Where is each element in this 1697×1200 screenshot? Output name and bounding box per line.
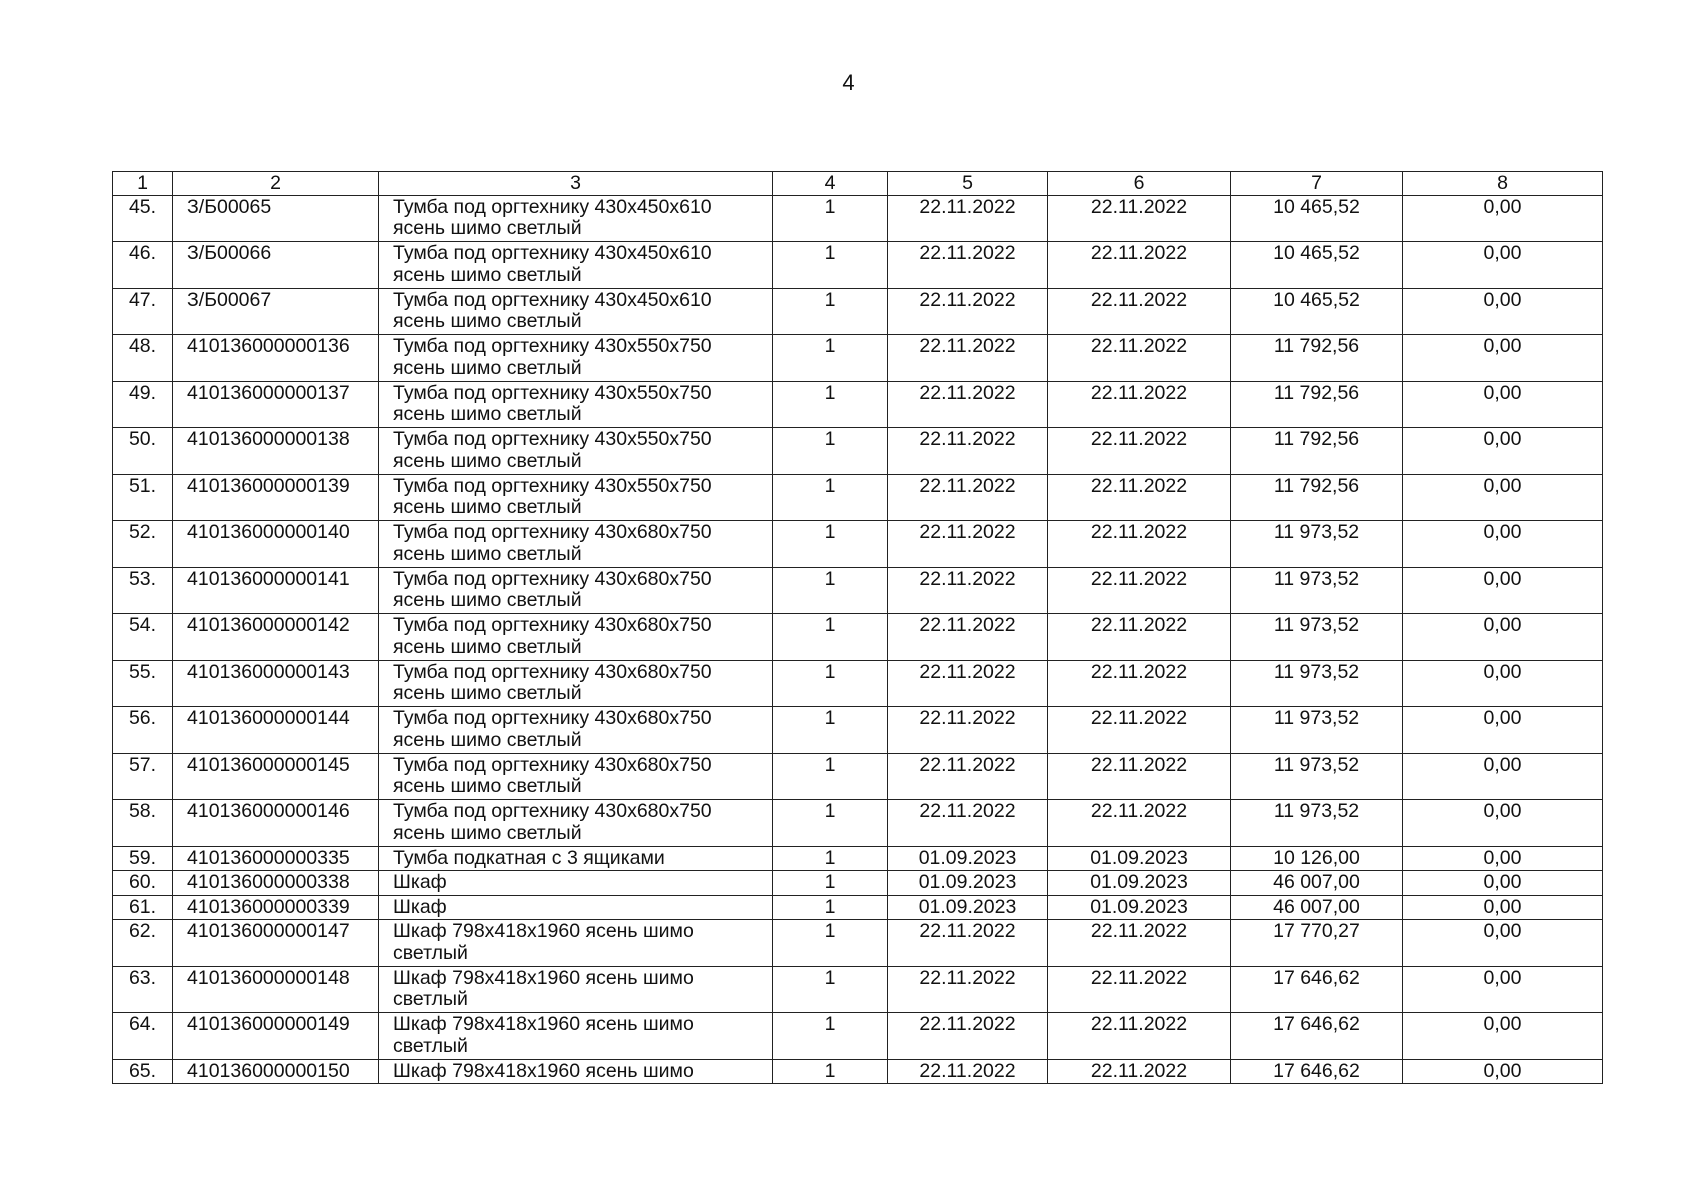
row-number-cell: 49.: [113, 381, 173, 428]
residual-value-cell: 0,00: [1403, 614, 1603, 661]
row-number-cell: 58.: [113, 800, 173, 847]
item-name-cell: Тумба под оргтехнику 430х450х610 ясень шимо светлый: [379, 288, 773, 335]
date-cell: 22.11.2022: [1048, 707, 1231, 754]
cost-cell: 10 126,00: [1231, 846, 1403, 871]
date-cell: 22.11.2022: [888, 288, 1048, 335]
item-name-cell: Шкаф 798х418х1960 ясень шимо светлый: [379, 966, 773, 1013]
date-cell: 22.11.2022: [888, 920, 1048, 967]
quantity-cell: 1: [773, 871, 888, 896]
date-cell: 22.11.2022: [888, 966, 1048, 1013]
inventory-code-cell: 410136000000137: [173, 381, 379, 428]
cost-cell: 46 007,00: [1231, 871, 1403, 896]
residual-value-cell: 0,00: [1403, 753, 1603, 800]
item-name-cell: Тумба под оргтехнику 430х680х750 ясень шимо светлый: [379, 660, 773, 707]
inventory-code-cell: 410136000000141: [173, 567, 379, 614]
quantity-cell: 1: [773, 288, 888, 335]
item-name-cell: Тумба под оргтехнику 430х680х750 ясень шимо светлый: [379, 614, 773, 661]
date-cell: 22.11.2022: [1048, 242, 1231, 289]
date-cell: 22.11.2022: [888, 242, 1048, 289]
table-row: [113, 660, 1603, 707]
table-row: [113, 753, 1603, 800]
residual-value-cell: 0,00: [1403, 428, 1603, 475]
item-name-cell: Тумба под оргтехнику 430х680х750 ясень шимо светлый: [379, 707, 773, 754]
date-cell: 22.11.2022: [888, 195, 1048, 242]
inventory-code-cell: 410136000000142: [173, 614, 379, 661]
cost-cell: 11 973,52: [1231, 660, 1403, 707]
inventory-code-cell: 410136000000146: [173, 800, 379, 847]
cost-cell: 11 792,56: [1231, 381, 1403, 428]
date-cell: 22.11.2022: [1048, 381, 1231, 428]
quantity-cell: 1: [773, 521, 888, 568]
item-name-cell: Тумба под оргтехнику 430х550х750 ясень шимо светлый: [379, 474, 773, 521]
date-cell: 22.11.2022: [888, 614, 1048, 661]
date-cell: 22.11.2022: [1048, 567, 1231, 614]
table-row: [113, 1013, 1603, 1060]
cost-cell: 17 770,27: [1231, 920, 1403, 967]
date-cell: 01.09.2023: [888, 895, 1048, 920]
date-cell: 22.11.2022: [1048, 800, 1231, 847]
quantity-cell: 1: [773, 335, 888, 382]
item-name-cell: Тумба подкатная с 3 ящиками: [379, 846, 773, 871]
item-name-cell: Шкаф: [379, 871, 773, 896]
table-row: [113, 521, 1603, 568]
row-number-cell: 62.: [113, 920, 173, 967]
column-header: 1: [113, 172, 173, 196]
residual-value-cell: 0,00: [1403, 521, 1603, 568]
quantity-cell: 1: [773, 381, 888, 428]
cost-cell: 11 792,56: [1231, 335, 1403, 382]
column-header: 6: [1048, 172, 1231, 196]
table-body: [113, 195, 1603, 1084]
date-cell: 01.09.2023: [1048, 846, 1231, 871]
table-row: [113, 195, 1603, 242]
date-cell: 22.11.2022: [888, 381, 1048, 428]
date-cell: 22.11.2022: [1048, 335, 1231, 382]
residual-value-cell: 0,00: [1403, 895, 1603, 920]
row-number-cell: 55.: [113, 660, 173, 707]
quantity-cell: 1: [773, 242, 888, 289]
date-cell: 22.11.2022: [1048, 966, 1231, 1013]
row-number-cell: 56.: [113, 707, 173, 754]
row-number-cell: 54.: [113, 614, 173, 661]
item-name-cell: Тумба под оргтехнику 430х550х750 ясень шимо светлый: [379, 428, 773, 475]
date-cell: 22.11.2022: [888, 474, 1048, 521]
row-number-cell: 52.: [113, 521, 173, 568]
table-row: [113, 1059, 1603, 1084]
cost-cell: 10 465,52: [1231, 195, 1403, 242]
date-cell: 22.11.2022: [888, 335, 1048, 382]
residual-value-cell: 0,00: [1403, 567, 1603, 614]
date-cell: 22.11.2022: [888, 753, 1048, 800]
table-header-row: [113, 172, 1603, 196]
residual-value-cell: 0,00: [1403, 660, 1603, 707]
table-row: [113, 966, 1603, 1013]
row-number-cell: 60.: [113, 871, 173, 896]
quantity-cell: 1: [773, 1013, 888, 1060]
cost-cell: 46 007,00: [1231, 895, 1403, 920]
inventory-code-cell: З/Б00065: [173, 195, 379, 242]
item-name-cell: Шкаф 798х418х1960 ясень шимо светлый: [379, 1013, 773, 1060]
row-number-cell: 48.: [113, 335, 173, 382]
row-number-cell: 59.: [113, 846, 173, 871]
inventory-code-cell: 410136000000140: [173, 521, 379, 568]
table-row: [113, 474, 1603, 521]
date-cell: 22.11.2022: [1048, 1059, 1231, 1084]
date-cell: 22.11.2022: [1048, 474, 1231, 521]
inventory-code-cell: 410136000000339: [173, 895, 379, 920]
inventory-code-cell: 410136000000335: [173, 846, 379, 871]
date-cell: 22.11.2022: [888, 1059, 1048, 1084]
table-row: [113, 381, 1603, 428]
table-row: [113, 614, 1603, 661]
cost-cell: 11 973,52: [1231, 800, 1403, 847]
inventory-code-cell: З/Б00067: [173, 288, 379, 335]
inventory-code-cell: 410136000000139: [173, 474, 379, 521]
date-cell: 22.11.2022: [888, 1013, 1048, 1060]
item-name-cell: Тумба под оргтехнику 430х450х610 ясень шимо светлый: [379, 242, 773, 289]
quantity-cell: 1: [773, 895, 888, 920]
cost-cell: 11 973,52: [1231, 567, 1403, 614]
table-row: [113, 288, 1603, 335]
inventory-table: [112, 171, 1603, 1084]
quantity-cell: 1: [773, 753, 888, 800]
row-number-cell: 57.: [113, 753, 173, 800]
table-row: [113, 567, 1603, 614]
cost-cell: 11 973,52: [1231, 521, 1403, 568]
quantity-cell: 1: [773, 707, 888, 754]
cost-cell: 11 973,52: [1231, 707, 1403, 754]
item-name-cell: Тумба под оргтехнику 430х680х750 ясень шимо светлый: [379, 800, 773, 847]
table-row: [113, 242, 1603, 289]
cost-cell: 17 646,62: [1231, 1013, 1403, 1060]
column-header: 8: [1403, 172, 1603, 196]
residual-value-cell: 0,00: [1403, 966, 1603, 1013]
row-number-cell: 64.: [113, 1013, 173, 1060]
table-row: [113, 335, 1603, 382]
table-row: [113, 846, 1603, 871]
column-header: 7: [1231, 172, 1403, 196]
table-row: [113, 800, 1603, 847]
quantity-cell: 1: [773, 614, 888, 661]
inventory-code-cell: 410136000000143: [173, 660, 379, 707]
date-cell: 22.11.2022: [888, 660, 1048, 707]
item-name-cell: Тумба под оргтехнику 430х450х610 ясень шимо светлый: [379, 195, 773, 242]
cost-cell: 11 973,52: [1231, 753, 1403, 800]
row-number-cell: 53.: [113, 567, 173, 614]
cost-cell: 11 792,56: [1231, 428, 1403, 475]
date-cell: 22.11.2022: [1048, 753, 1231, 800]
date-cell: 22.11.2022: [1048, 428, 1231, 475]
cost-cell: 17 646,62: [1231, 966, 1403, 1013]
item-name-cell: Шкаф 798х418х1960 ясень шимо светлый: [379, 920, 773, 967]
residual-value-cell: 0,00: [1403, 1059, 1603, 1084]
quantity-cell: 1: [773, 846, 888, 871]
table-row: [113, 895, 1603, 920]
residual-value-cell: 0,00: [1403, 800, 1603, 847]
inventory-code-cell: 410136000000138: [173, 428, 379, 475]
residual-value-cell: 0,00: [1403, 195, 1603, 242]
row-number-cell: 61.: [113, 895, 173, 920]
cost-cell: 11 792,56: [1231, 474, 1403, 521]
column-header: 3: [379, 172, 773, 196]
date-cell: 01.09.2023: [1048, 871, 1231, 896]
quantity-cell: 1: [773, 195, 888, 242]
date-cell: 22.11.2022: [1048, 1013, 1231, 1060]
residual-value-cell: 0,00: [1403, 335, 1603, 382]
table-row: [113, 920, 1603, 967]
quantity-cell: 1: [773, 920, 888, 967]
inventory-code-cell: З/Б00066: [173, 242, 379, 289]
date-cell: 22.11.2022: [1048, 521, 1231, 568]
date-cell: 22.11.2022: [888, 800, 1048, 847]
item-name-cell: Шкаф: [379, 895, 773, 920]
table-row: [113, 707, 1603, 754]
inventory-code-cell: 410136000000136: [173, 335, 379, 382]
date-cell: 22.11.2022: [1048, 288, 1231, 335]
row-number-cell: 47.: [113, 288, 173, 335]
inventory-code-cell: 410136000000144: [173, 707, 379, 754]
residual-value-cell: 0,00: [1403, 920, 1603, 967]
cost-cell: 10 465,52: [1231, 242, 1403, 289]
date-cell: 22.11.2022: [1048, 920, 1231, 967]
cost-cell: 10 465,52: [1231, 288, 1403, 335]
residual-value-cell: 0,00: [1403, 707, 1603, 754]
item-name-cell: Тумба под оргтехнику 430х550х750 ясень шимо светлый: [379, 381, 773, 428]
quantity-cell: 1: [773, 966, 888, 1013]
date-cell: 22.11.2022: [1048, 660, 1231, 707]
item-name-cell: Тумба под оргтехнику 430х550х750 ясень шимо светлый: [379, 335, 773, 382]
cost-cell: 11 973,52: [1231, 614, 1403, 661]
row-number-cell: 45.: [113, 195, 173, 242]
residual-value-cell: 0,00: [1403, 474, 1603, 521]
row-number-cell: 51.: [113, 474, 173, 521]
quantity-cell: 1: [773, 567, 888, 614]
row-number-cell: 50.: [113, 428, 173, 475]
item-name-cell: Тумба под оргтехнику 430х680х750 ясень шимо светлый: [379, 753, 773, 800]
quantity-cell: 1: [773, 660, 888, 707]
item-name-cell: Тумба под оргтехнику 430х680х750 ясень шимо светлый: [379, 521, 773, 568]
date-cell: 22.11.2022: [1048, 614, 1231, 661]
inventory-code-cell: 410136000000147: [173, 920, 379, 967]
date-cell: 01.09.2023: [1048, 895, 1231, 920]
date-cell: 01.09.2023: [888, 846, 1048, 871]
inventory-code-cell: 410136000000338: [173, 871, 379, 896]
item-name-cell: Тумба под оргтехнику 430х680х750 ясень шимо светлый: [379, 567, 773, 614]
inventory-code-cell: 410136000000150: [173, 1059, 379, 1084]
item-name-cell: Шкаф 798х418х1960 ясень шимо: [379, 1059, 773, 1084]
inventory-code-cell: 410136000000145: [173, 753, 379, 800]
date-cell: 22.11.2022: [888, 567, 1048, 614]
column-header: 4: [773, 172, 888, 196]
row-number-cell: 63.: [113, 966, 173, 1013]
date-cell: 22.11.2022: [1048, 195, 1231, 242]
row-number-cell: 46.: [113, 242, 173, 289]
residual-value-cell: 0,00: [1403, 1013, 1603, 1060]
inventory-code-cell: 410136000000148: [173, 966, 379, 1013]
table-row: [113, 871, 1603, 896]
inventory-code-cell: 410136000000149: [173, 1013, 379, 1060]
residual-value-cell: 0,00: [1403, 242, 1603, 289]
column-header: 5: [888, 172, 1048, 196]
table-row: [113, 428, 1603, 475]
date-cell: 22.11.2022: [888, 521, 1048, 568]
residual-value-cell: 0,00: [1403, 846, 1603, 871]
date-cell: 01.09.2023: [888, 871, 1048, 896]
date-cell: 22.11.2022: [888, 707, 1048, 754]
cost-cell: 17 646,62: [1231, 1059, 1403, 1084]
residual-value-cell: 0,00: [1403, 288, 1603, 335]
quantity-cell: 1: [773, 474, 888, 521]
row-number-cell: 65.: [113, 1059, 173, 1084]
residual-value-cell: 0,00: [1403, 381, 1603, 428]
quantity-cell: 1: [773, 800, 888, 847]
quantity-cell: 1: [773, 1059, 888, 1084]
page-number: 4: [842, 70, 855, 95]
column-header: 2: [173, 172, 379, 196]
quantity-cell: 1: [773, 428, 888, 475]
date-cell: 22.11.2022: [888, 428, 1048, 475]
residual-value-cell: 0,00: [1403, 871, 1603, 896]
